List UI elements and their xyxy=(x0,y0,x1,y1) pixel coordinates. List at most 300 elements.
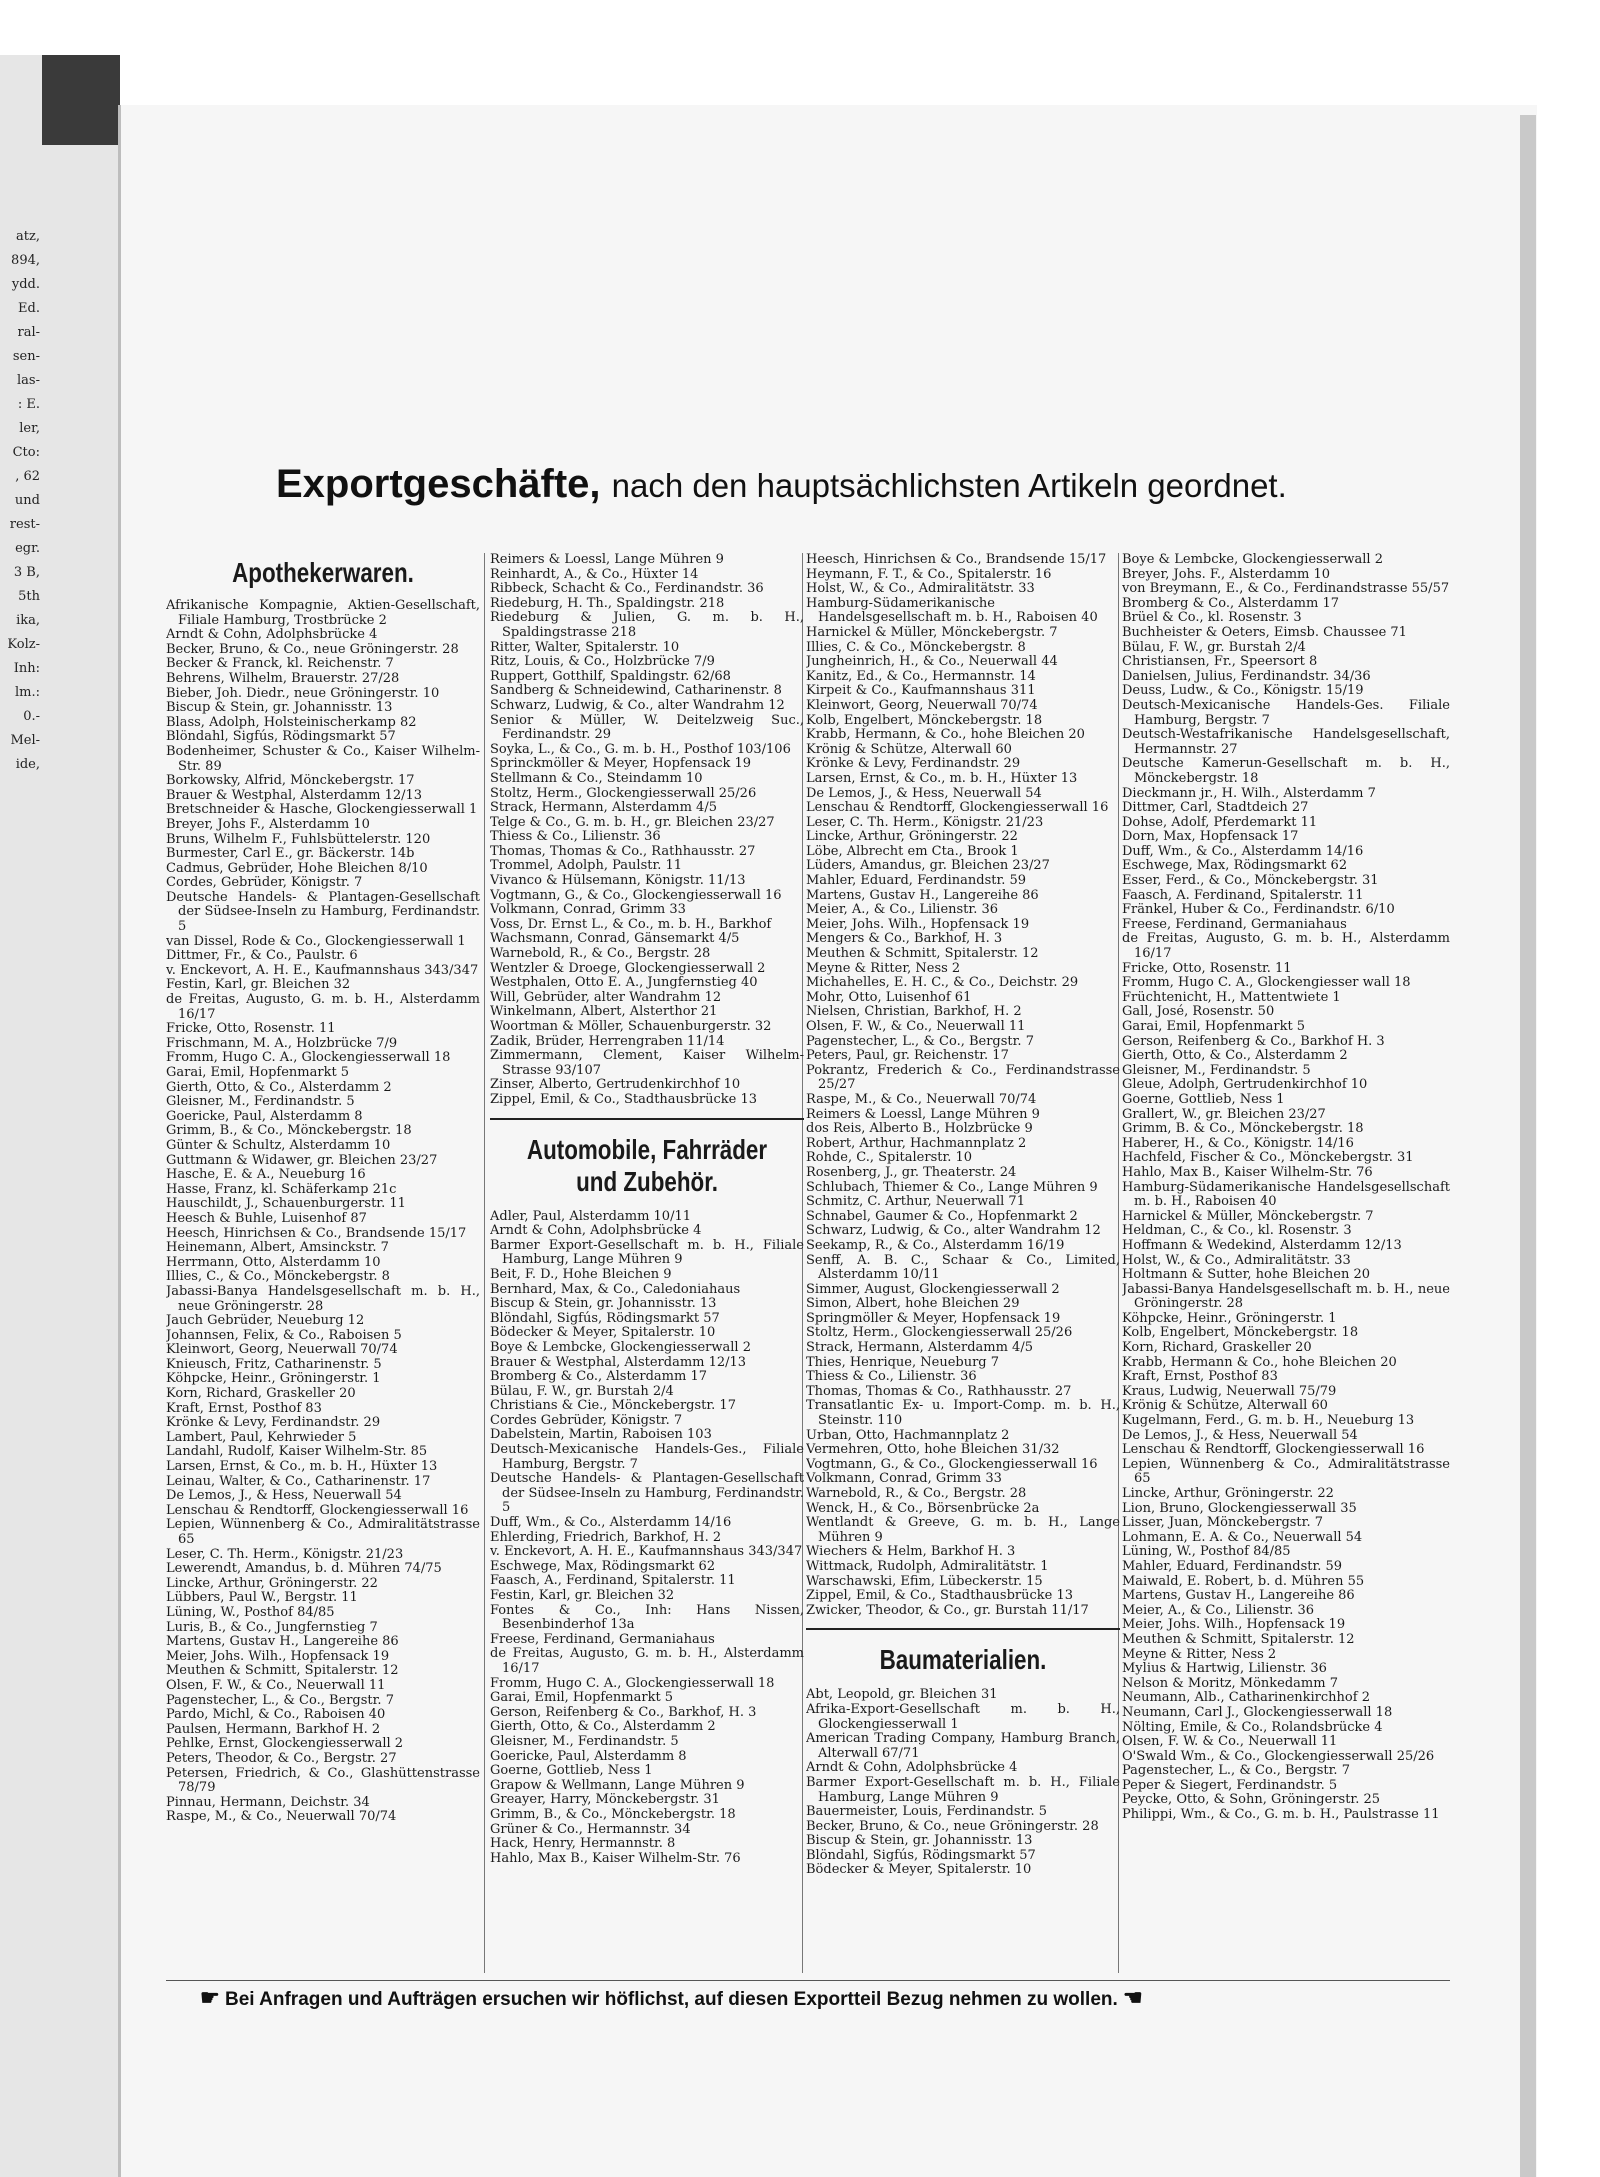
list-item: Becker & Franck, kl. Reichenstr. 7 xyxy=(166,656,394,672)
list-item: Martens, Gustav H., Langereihe 86 xyxy=(166,1634,399,1650)
list-item: Lenschau & Rendtorff, Glockengiesserwall 16 xyxy=(1122,1442,1425,1458)
list-item: De Lemos, J., & Hess, Neuerwall 54 xyxy=(166,1488,402,1504)
list-item: Pardo, Michl, & Co., Raboisen 40 xyxy=(166,1707,386,1723)
list-item: Frischmann, M. A., Holzbrücke 7/9 xyxy=(166,1035,398,1051)
list-item: Schmitz, C. Arthur, Neuerwall 71 xyxy=(806,1194,1025,1210)
list-item: Goerne, Gottlieb, Ness 1 xyxy=(490,1763,653,1779)
list-item: Pehlke, Ernst, Glockengiesserwall 2 xyxy=(166,1736,404,1752)
text-fragment: ral- xyxy=(17,325,40,340)
list-item: Lisser, Juan, Mönckebergstr. 7 xyxy=(1122,1515,1323,1531)
list-item: Gerson, Reifenberg & Co., Barkhof H. 3 xyxy=(1122,1033,1385,1049)
list-item: Thiess & Co., Lilienstr. 36 xyxy=(806,1369,977,1385)
previous-page-strip xyxy=(0,55,120,2177)
list-item: Reinhardt, A., & Co., Hüxter 14 xyxy=(490,566,699,582)
list-item: Meyne & Ritter, Ness 2 xyxy=(1122,1646,1277,1662)
previous-page-text-fragments xyxy=(0,225,40,777)
text-fragment: ide, xyxy=(15,757,40,772)
list-item: Martens, Gustav H., Langereihe 86 xyxy=(1122,1588,1355,1604)
list-item: Festin, Karl, gr. Bleichen 32 xyxy=(166,977,351,993)
list-item: Blöndahl, Sigfús, Rödingsmarkt 57 xyxy=(490,1310,720,1326)
binding-edge xyxy=(42,55,120,145)
list-item: Lenschau & Rendtorff, Glockengiesserwall 16 xyxy=(806,800,1109,816)
section-title-automobile xyxy=(521,1134,772,1198)
list-item: Arndt & Cohn, Adolphsbrücke 4 xyxy=(490,1223,702,1239)
list-item: Deutsche Handels- & Plantagen-Gesellschaft der Südsee-Inseln zu Hamburg, Ferdinandstr. 5 xyxy=(166,889,480,935)
section-divider xyxy=(806,1628,1120,1630)
list-item: Goericke, Paul, Alsterdamm 8 xyxy=(166,1108,363,1124)
list-item: Harnickel & Müller, Mönckebergstr. 7 xyxy=(806,624,1058,640)
section-title-line: und Zubehör. xyxy=(576,1165,718,1197)
list-item: Illies, C. & Co., Mönckebergstr. 8 xyxy=(806,639,1026,655)
list-item: Krönig & Schütze, Alterwall 60 xyxy=(806,741,1012,757)
list-item: Hahlo, Max B., Kaiser Wilhelm-Str. 76 xyxy=(490,1850,741,1866)
entry-list xyxy=(166,599,480,1825)
list-item: Früchtenicht, H., Mattentwiete 1 xyxy=(1122,989,1341,1005)
list-item: Blöndahl, Sigfús, Rödingsmarkt 57 xyxy=(166,729,396,745)
column-divider xyxy=(484,553,485,1973)
list-item: de Freitas, Augusto, G. m. b. H., Alsterdamm 16/17 xyxy=(1122,931,1450,962)
list-item: Lüning, W., Posthof 84/85 xyxy=(166,1604,335,1620)
list-item: Kolb, Engelbert, Mönckebergstr. 18 xyxy=(806,712,1043,728)
list-item: Wachsmann, Conrad, Gänsemarkt 4/5 xyxy=(490,931,740,947)
list-item: Knieusch, Fritz, Catharinenstr. 5 xyxy=(166,1356,382,1372)
list-item: Esser, Ferd., & Co., Mönckebergstr. 31 xyxy=(1122,873,1379,889)
pointing-hand-left-icon: ☚ xyxy=(1123,1985,1143,2010)
list-item: Blöndahl, Sigfús, Rödingsmarkt 57 xyxy=(806,1847,1036,1863)
list-item: Boye & Lembcke, Glockengiesserwall 2 xyxy=(490,1339,751,1355)
text-fragment: ika, xyxy=(16,613,40,628)
text-fragment: ler, xyxy=(19,421,40,436)
list-item: Zadik, Brüder, Herrengraben 11/14 xyxy=(490,1033,725,1049)
list-item: Robert, Arthur, Hachmannplatz 2 xyxy=(806,1135,1027,1151)
list-item: Thomas, Thomas & Co., Rathhausstr. 27 xyxy=(490,843,756,859)
list-item: Meier, Johs. Wilh., Hopfensack 19 xyxy=(1122,1617,1346,1633)
list-item: Bauermeister, Louis, Ferdinandstr. 5 xyxy=(806,1804,1048,1820)
list-item: Günter & Schultz, Alsterdamm 10 xyxy=(166,1137,391,1153)
list-item: Wentzler & Droege, Glockengiesserwall 2 xyxy=(490,960,766,976)
footer-note xyxy=(200,1985,1440,2011)
list-item: v. Enckevort, A. H. E., Kaufmannshaus 343/347 xyxy=(490,1544,803,1560)
list-item: Dohse, Adolf, Pferdemarkt 11 xyxy=(1122,814,1318,830)
list-item: Brauer & Westphal, Alsterdamm 12/13 xyxy=(490,1354,747,1370)
list-item: Stellmann & Co., Steindamm 10 xyxy=(490,770,703,786)
list-item: Johannsen, Felix, & Co., Raboisen 5 xyxy=(166,1327,402,1343)
list-item: Soyka, L., & Co., G. m. b. H., Posthof 103/106 xyxy=(490,741,791,757)
list-item: Lambert, Paul, Kehrwieder 5 xyxy=(166,1429,357,1445)
list-item: Ehlerding, Friedrich, Barkhof, H. 2 xyxy=(490,1529,722,1545)
list-item: Fricke, Otto, Rosenstr. 11 xyxy=(166,1021,336,1037)
list-item: Löbe, Albrecht em Cta., Brook 1 xyxy=(806,843,1019,859)
list-item: Brüel & Co., kl. Rosenstr. 3 xyxy=(1122,610,1302,626)
list-item: Barmer Export-Gesellschaft m. b. H., Filiale Hamburg, Lange Mühren 9 xyxy=(806,1774,1120,1805)
list-item: Zinser, Alberto, Gertrudenkirchhof 10 xyxy=(490,1077,741,1093)
list-item: Seekamp, R., & Co., Alsterdamm 16/19 xyxy=(806,1237,1065,1253)
list-item: Ruppert, Gotthilf, Spaldingstr. 62/68 xyxy=(490,668,731,684)
list-item: Wenck, H., & Co., Börsenbrücke 2a xyxy=(806,1500,1040,1516)
text-fragment: Kolz- xyxy=(7,637,40,652)
list-item: Gall, José, Rosenstr. 50 xyxy=(1122,1004,1275,1020)
text-fragment: rest- xyxy=(9,517,40,532)
list-item: Raspe, M., & Co., Neuerwall 70/74 xyxy=(166,1809,397,1825)
list-item: Will, Gebrüder, alter Wandrahm 12 xyxy=(490,989,722,1005)
list-item: Deutsche Handels- & Plantagen-Gesellschaft der Südsee-Inseln zu Hamburg, Ferdinandstr. 5 xyxy=(490,1471,804,1516)
list-item: Faasch, A., Ferdinand, Spitalerstr. 11 xyxy=(490,1573,736,1589)
list-item: Bodenheimer, Schuster & Co., Kaiser Wilhelm-Str. 89 xyxy=(166,743,480,774)
list-item: O'Swald Wm., & Co., Glockengiesserwall 25/26 xyxy=(1122,1748,1435,1764)
text-fragment: sen- xyxy=(12,349,40,364)
list-item: Gierth, Otto, & Co., Alsterdamm 2 xyxy=(490,1719,716,1735)
text-fragment: egr. xyxy=(15,541,40,556)
section-title-baumaterialien: Baumaterialien. xyxy=(879,1644,1047,1676)
list-item: Buchheister & Oeters, Eimsb. Chaussee 71 xyxy=(1122,624,1407,640)
section-divider xyxy=(490,1118,804,1120)
list-item: Pagenstecher, L., & Co., Bergstr. 7 xyxy=(1122,1763,1350,1779)
entry-list xyxy=(806,1688,1120,1878)
list-item: Krönke & Levy, Ferdinandstr. 29 xyxy=(166,1415,381,1431)
list-item: Gleisner, M., Ferdinandstr. 5 xyxy=(166,1094,355,1110)
list-item: Hauschildt, J., Schauenburgerstr. 11 xyxy=(166,1196,406,1212)
list-item: Wentlandt & Greeve, G. m. b. H., Lange Mühren 9 xyxy=(806,1515,1120,1545)
text-fragment: Mel- xyxy=(10,733,40,748)
list-item: Freese, Ferdinand, Germaniahaus xyxy=(490,1631,715,1647)
list-item: Hamburg-Südamerikanische Handelsgesellschaft m. b. H., Raboisen 40 xyxy=(1122,1179,1450,1210)
list-item: Haberer, H., & Co., Königstr. 14/16 xyxy=(1122,1135,1354,1151)
list-item: Bödecker & Meyer, Spitalerstr. 10 xyxy=(490,1325,716,1341)
list-item: Zimmermann, Clement, Kaiser Wilhelm-Strasse 93/107 xyxy=(490,1048,804,1078)
list-item: Hoffmann & Wedekind, Alsterdamm 12/13 xyxy=(1122,1237,1402,1253)
list-item: De Lemos, J., & Hess, Neuerwall 54 xyxy=(1122,1427,1358,1443)
list-item: Meier, Johs. Wilh., Hopfensack 19 xyxy=(166,1648,390,1664)
list-item: Senff, A. B. C., Schaar & Co., Limited, Alsterdamm 10/11 xyxy=(806,1252,1120,1283)
list-item: Nelson & Moritz, Mönkedamm 7 xyxy=(1122,1675,1338,1691)
list-item: Wittmack, Rudolph, Admiralitätstr. 1 xyxy=(806,1558,1049,1574)
section-title-apothekerwaren: Apothekerwaren. xyxy=(232,557,414,588)
list-item: Telge & Co., G. m. b. H., gr. Bleichen 23/27 xyxy=(490,814,775,830)
list-item: Bernhard, Max, & Co., Caledoniahaus xyxy=(490,1281,741,1297)
list-item: Peters, Paul, gr. Reichenstr. 17 xyxy=(806,1048,1009,1064)
pointing-hand-right-icon: ☛ xyxy=(200,1985,220,2010)
list-item: Cordes Gebrüder, Königstr. 7 xyxy=(490,1412,683,1428)
list-item: Pinnau, Hermann, Deichstr. 34 xyxy=(166,1794,370,1810)
list-item: Sprinckmöller & Meyer, Hopfensack 19 xyxy=(490,756,752,772)
list-item: Biscup & Stein, gr. Johannisstr. 13 xyxy=(806,1833,1033,1849)
list-item: Hasche, E. & A., Neueburg 16 xyxy=(166,1167,366,1183)
list-item: Arndt & Cohn, Adolphsbrücke 4 xyxy=(166,627,378,643)
list-item: Garai, Emil, Hopfenmarkt 5 xyxy=(490,1690,674,1706)
list-item: Zippel, Emil, & Co., Stadthausbrücke 13 xyxy=(806,1588,1074,1604)
list-item: Lincke, Arthur, Gröningerstr. 22 xyxy=(1122,1486,1334,1501)
text-fragment: , 62 xyxy=(15,469,40,484)
list-item: Mylius & Hartwig, Lilienstr. 36 xyxy=(1122,1661,1327,1677)
list-item: Bieber, Joh. Diedr., neue Gröningerstr. 10 xyxy=(166,685,440,701)
list-item: Köhpcke, Heinr., Gröningerstr. 1 xyxy=(166,1371,381,1387)
list-item: Greayer, Harry, Mönckebergstr. 31 xyxy=(490,1792,720,1808)
text-fragment: Ed. xyxy=(18,301,40,316)
list-item: Nielsen, Christian, Barkhof, H. 2 xyxy=(806,1004,1022,1020)
section-title-line: Automobile, Fahrräder xyxy=(526,1133,768,1165)
list-item: Dieckmann jr., H. Wilh., Alsterdamm 7 xyxy=(1122,785,1376,801)
list-item: Gleue, Adolph, Gertrudenkirchhof 10 xyxy=(1122,1077,1368,1093)
list-item: Grallert, W., gr. Bleichen 23/27 xyxy=(1122,1106,1326,1122)
list-item: Heesch & Buhle, Luisenhof 87 xyxy=(166,1210,367,1226)
list-item: Afrika-Export-Gesellschaft m. b. H., Glockengiesserwall 1 xyxy=(806,1701,1120,1732)
list-item: Fricke, Otto, Rosenstr. 11 xyxy=(1122,960,1292,976)
list-item: Olsen, F. W., & Co., Neuerwall 11 xyxy=(166,1677,386,1693)
list-item: Leinau, Walter, & Co., Catharinenstr. 17 xyxy=(166,1473,431,1489)
column-1 xyxy=(166,553,480,1978)
list-item: American Trading Company, Hamburg Branch, Alterwall 67/71 xyxy=(806,1731,1120,1761)
list-item: Holst, W., & Co., Admiralitätstr. 33 xyxy=(1122,1252,1351,1268)
list-item: Adler, Paul, Alsterdamm 10/11 xyxy=(490,1208,691,1224)
list-item: Duff, Wm., & Co., Alsterdamm 14/16 xyxy=(1122,843,1364,859)
list-item: Duff, Wm., & Co., Alsterdamm 14/16 xyxy=(490,1515,732,1531)
heading-rest: nach den hauptsächlichsten Artikeln geordnet. xyxy=(611,467,1287,504)
list-item: Stoltz, Herm., Glockengiesserwall 25/26 xyxy=(806,1325,1073,1341)
list-item: Heesch, Hinrichsen & Co., Brandsende 15/17 xyxy=(166,1225,467,1241)
list-item: Grüner & Co., Hermannstr. 34 xyxy=(490,1821,691,1837)
list-item: Pokrantz, Frederich & Co., Ferdinandstrasse 25/27 xyxy=(806,1062,1120,1093)
list-item: Westphalen, Otto E. A., Jungfernstieg 40 xyxy=(490,975,758,991)
list-item: Simon, Albert, hohe Bleichen 29 xyxy=(806,1296,1020,1312)
list-item: Hack, Henry, Hermannstr. 8 xyxy=(490,1836,676,1852)
list-item: Thies, Henrique, Neueburg 7 xyxy=(806,1354,1000,1370)
list-item: Ritter, Walter, Spitalerstr. 10 xyxy=(490,639,680,655)
list-item: Grimm, B. & Co., Mönckebergstr. 18 xyxy=(1122,1121,1364,1137)
list-item: Eschwege, Max, Rödingsmarkt 62 xyxy=(490,1558,716,1574)
list-item: Schwarz, Ludwig, & Co., alter Wandrahm 12 xyxy=(806,1223,1101,1239)
list-item: Becker, Bruno, & Co., neue Gröningerstr. 28 xyxy=(166,641,459,657)
list-item: Leser, C. Th. Herm., Königstr. 21/23 xyxy=(166,1546,404,1562)
list-item: Cordes, Gebrüder, Königstr. 7 xyxy=(166,875,363,891)
list-item: Grimm, B., & Co., Mönckebergstr. 18 xyxy=(490,1806,736,1822)
list-item: Biscup & Stein, gr. Johannisstr. 13 xyxy=(490,1296,717,1312)
list-item: Gleisner, M., Ferdinandstr. 5 xyxy=(490,1733,679,1749)
list-item: Landahl, Rudolf, Kaiser Wilhelm-Str. 85 xyxy=(166,1444,428,1460)
list-item: Peper & Siegert, Ferdinandstr. 5 xyxy=(1122,1777,1338,1793)
list-item: Larsen, Ernst, & Co., m. b. H., Hüxter 13 xyxy=(166,1459,438,1475)
list-item: Goericke, Paul, Alsterdamm 8 xyxy=(490,1748,687,1764)
list-item: Stoltz, Herm., Glockengiesserwall 25/26 xyxy=(490,785,757,801)
list-item: Vivanco & Hülsemann, Königstr. 11/13 xyxy=(490,873,746,889)
list-item: Strack, Hermann, Alsterdamm 4/5 xyxy=(806,1340,1033,1356)
list-item: Warschawski, Efim, Lübeckerstr. 15 xyxy=(806,1573,1043,1589)
list-item: Deutsch-Westafrikanische Handelsgesellschaft, Hermannstr. 27 xyxy=(1122,727,1450,757)
footer-rule xyxy=(166,1980,1450,1981)
list-item: Schnabel, Gaumer & Co., Hopfenmarkt 2 xyxy=(806,1208,1078,1224)
list-item: Lincke, Arthur, Gröningerstr. 22 xyxy=(166,1575,378,1591)
list-item: Heinemann, Albert, Amsinckstr. 7 xyxy=(166,1240,389,1256)
list-item: Hasse, Franz, kl. Schäferkamp 21c xyxy=(166,1181,397,1197)
entry-list xyxy=(1122,553,1450,1823)
list-item: Meuthen & Schmitt, Spitalerstr. 12 xyxy=(806,946,1039,962)
list-item: Trommel, Adolph, Paulstr. 11 xyxy=(490,858,683,874)
list-item: Fromm, Hugo C. A., Glockengiesserwall 18 xyxy=(490,1675,775,1691)
entry-list xyxy=(490,1210,804,1867)
list-item: Lepien, Wünnenberg & Co., Admiralitätstrasse 65 xyxy=(1122,1456,1450,1487)
list-item: van Dissel, Rode & Co., Glockengiesserwall 1 xyxy=(166,933,466,949)
list-item: Kugelmann, Ferd., G. m. b. H., Neueburg 13 xyxy=(1122,1413,1415,1429)
column-3 xyxy=(806,553,1120,1978)
list-item: Grimm, B., & Co., Mönckebergstr. 18 xyxy=(166,1123,412,1139)
list-item: Herrmann, Otto, Alsterdamm 10 xyxy=(166,1254,381,1270)
text-fragment: las- xyxy=(17,373,40,388)
list-item: Kleinwort, Georg, Neuerwall 70/74 xyxy=(806,697,1038,713)
list-item: Becker, Bruno, & Co., neue Gröningerstr. 28 xyxy=(806,1818,1099,1834)
list-item: Bromberg & Co., Alsterdamm 17 xyxy=(1122,595,1340,611)
text-fragment: Inh: xyxy=(13,661,40,676)
list-item: Senior & Müller, W. Deitelzweig Suc., Ferdinandstr. 29 xyxy=(490,712,804,743)
list-item: Paulsen, Hermann, Barkhof H. 2 xyxy=(166,1721,381,1737)
list-item: Afrikanische Kompagnie, Aktien-Gesellschaft, Filiale Hamburg, Trostbrücke 2 xyxy=(166,598,480,628)
list-item: Köhpcke, Heinr., Gröningerstr. 1 xyxy=(1122,1310,1337,1326)
text-fragment: 5th xyxy=(18,589,40,604)
list-item: Rohde, C., Spitalerstr. 10 xyxy=(806,1150,973,1166)
list-item: Krönig & Schütze, Alterwall 60 xyxy=(1122,1398,1328,1414)
list-item: Cadmus, Gebrüder, Hohe Bleichen 8/10 xyxy=(166,860,428,876)
list-item: dos Reis, Alberto B., Holzbrücke 9 xyxy=(806,1121,1033,1137)
list-item: Fromm, Hugo C. A., Glockengiesserwall 18 xyxy=(166,1050,451,1066)
list-item: Dabelstein, Martin, Raboisen 103 xyxy=(490,1427,712,1443)
list-item: Gierth, Otto, & Co., Alsterdamm 2 xyxy=(1122,1048,1348,1064)
list-item: Neumann, Alb., Catharinenkirchhof 2 xyxy=(1122,1690,1370,1706)
text-fragment: : E. xyxy=(17,397,40,412)
list-item: Schlubach, Thiemer & Co., Lange Mühren 9 xyxy=(806,1179,1098,1195)
list-item: de Freitas, Augusto, G. m. b. H., Alsterdamm 16/17 xyxy=(166,992,480,1022)
list-item: Lion, Bruno, Glockengiesserwall 35 xyxy=(1122,1500,1357,1516)
list-item: Fontes & Co., Inh: Hans Nissen, Besenbinderhof 13a xyxy=(490,1602,804,1633)
list-item: Meier, A., & Co., Lilienstr. 36 xyxy=(1122,1602,1314,1618)
list-item: Jabassi-Banya Handelsgesellschaft m. b. H., neue Gröningerstr. 28 xyxy=(166,1283,480,1314)
list-item: Transatlantic Ex- u. Import-Comp. m. b. H., Steinstr. 110 xyxy=(806,1398,1120,1429)
list-item: Jauch Gebrüder, Neueburg 12 xyxy=(166,1313,365,1329)
list-item: Mengers & Co., Barkhof, H. 3 xyxy=(806,931,1003,947)
list-item: Larsen, Ernst, & Co., m. b. H., Hüxter 13 xyxy=(806,770,1078,786)
list-item: De Lemos, J., & Hess, Neuerwall 54 xyxy=(806,785,1042,801)
text-fragment: Cto: xyxy=(12,445,40,460)
list-item: Borkowsky, Alfrid, Mönckebergstr. 17 xyxy=(166,773,415,789)
list-item: Gerson, Reifenberg & Co., Barkhof, H. 3 xyxy=(490,1704,757,1720)
list-item: Riedeburg & Julien, G. m. b. H., Spaldingstrasse 218 xyxy=(490,610,804,640)
list-item: Thiess & Co., Lilienstr. 36 xyxy=(490,829,661,845)
list-item: Mahler, Eduard, Ferdinandstr. 59 xyxy=(1122,1558,1343,1574)
list-item: Fromm, Hugo C. A., Glockengiesser wall 18 xyxy=(1122,975,1411,991)
list-item: Olsen, F. W., & Co., Neuerwall 11 xyxy=(806,1019,1026,1034)
footer-text: Bei Anfragen und Aufträgen ersuchen wir höflichst, auf diesen Exportteil Bezug nehmen zu wollen. xyxy=(225,1989,1118,2010)
list-item: Meuthen & Schmitt, Spitalerstr. 12 xyxy=(166,1663,399,1679)
list-item: Holtmann & Sutter, hohe Bleichen 20 xyxy=(1122,1267,1371,1283)
list-item: Bülau, F. W., gr. Burstah 2/4 xyxy=(1122,639,1306,655)
list-item: Lüning, W., Posthof 84/85 xyxy=(1122,1544,1291,1560)
list-item: Deutsch-Mexicanische Handels-Ges. Filiale Hamburg, Bergstr. 7 xyxy=(1122,697,1450,728)
list-item: Abt, Leopold, gr. Bleichen 31 xyxy=(806,1687,998,1703)
list-item: Lepien, Wünnenberg & Co., Admiralitätstrasse 65 xyxy=(166,1517,480,1547)
list-item: Kleinwort, Georg, Neuerwall 70/74 xyxy=(166,1342,398,1358)
list-item: Goerne, Gottlieb, Ness 1 xyxy=(1122,1091,1285,1107)
list-item: Schwarz, Ludwig, & Co., alter Wandrahm 12 xyxy=(490,697,785,713)
list-item: Danielsen, Julius, Ferdinandstr. 34/36 xyxy=(1122,668,1371,684)
list-item: Simmer, August, Glockengiesserwall 2 xyxy=(806,1281,1060,1297)
list-item: Dittmer, Carl, Stadtdeich 27 xyxy=(1122,800,1309,816)
list-item: Leser, C. Th. Herm., Königstr. 21/23 xyxy=(806,814,1044,830)
list-item: Riedeburg, H. Th., Spaldingstr. 218 xyxy=(490,595,725,611)
list-item: Heymann, F. T., & Co., Spitalerstr. 16 xyxy=(806,566,1052,582)
list-item: Faasch, A. Ferdinand, Spitalerstr. 11 xyxy=(1122,887,1364,903)
list-item: Reimers & Loessl, Lange Mühren 9 xyxy=(490,553,724,567)
list-item: v. Enckevort, A. H. E., Kaufmannshaus 343/347 xyxy=(166,962,479,978)
list-item: Jungheinrich, H., & Co., Neuerwall 44 xyxy=(806,654,1058,670)
list-item: Heesch, Hinrichsen & Co., Brandsende 15/17 xyxy=(806,553,1107,567)
list-item: Olsen, F. W. & Co., Neuerwall 11 xyxy=(1122,1734,1338,1750)
list-item: Bromberg & Co., Alsterdamm 17 xyxy=(490,1369,708,1385)
entry-list xyxy=(806,553,1120,1618)
list-item: Wiechers & Helm, Barkhof H. 3 xyxy=(806,1544,1016,1560)
list-item: Urban, Otto, Hachmannplatz 2 xyxy=(806,1427,1010,1443)
list-item: Peters, Theodor, & Co., Bergstr. 27 xyxy=(166,1750,397,1766)
list-item: Luris, B., & Co., Jungfernstieg 7 xyxy=(166,1619,378,1635)
list-item: Behrens, Wilhelm, Brauerstr. 27/28 xyxy=(166,670,400,686)
list-item: Gierth, Otto, & Co., Alsterdamm 2 xyxy=(166,1079,392,1095)
list-item: Lüders, Amandus, gr. Bleichen 23/27 xyxy=(806,858,1050,874)
list-item: Bruns, Wilhelm F., Fuhlsbüttelerstr. 120 xyxy=(166,831,431,847)
list-item: Jabassi-Banya Handelsgesellschaft m. b. H., neue Gröningerstr. 28 xyxy=(1122,1281,1450,1312)
list-item: Voss, Dr. Ernst L., & Co., m. b. H., Barkhof xyxy=(490,916,772,932)
list-item: Breyer, Johs. F., Alsterdamm 10 xyxy=(1122,566,1331,582)
list-item: Martens, Gustav H., Langereihe 86 xyxy=(806,887,1039,903)
page-heading xyxy=(276,462,1386,507)
list-item: Winkelmann, Albert, Alsterthor 21 xyxy=(490,1004,718,1020)
list-item: Woortman & Möller, Schauenburgerstr. 32 xyxy=(490,1019,772,1034)
list-item: Bülau, F. W., gr. Burstah 2/4 xyxy=(490,1383,674,1399)
entry-list xyxy=(490,553,804,1108)
list-item: Krabb, Hermann, & Co., hohe Bleichen 20 xyxy=(806,727,1085,743)
list-item: Korn, Richard, Graskeller 20 xyxy=(166,1386,356,1402)
list-item: Maiwald, E. Robert, b. d. Mühren 55 xyxy=(1122,1573,1365,1589)
list-item: Ribbeck, Schacht & Co., Ferdinandstr. 36 xyxy=(490,581,764,597)
list-item: Nölting, Emile, & Co., Rolandsbrücke 4 xyxy=(1122,1719,1383,1735)
list-item: Boye & Lembcke, Glockengiesserwall 2 xyxy=(1122,553,1383,567)
list-item: Krabb, Hermann & Co., hohe Bleichen 20 xyxy=(1122,1354,1397,1370)
text-fragment: lm.: xyxy=(15,685,40,700)
column-2 xyxy=(490,553,804,1978)
list-item: Holst, W., & Co., Admiralitätstr. 33 xyxy=(806,581,1035,597)
list-item: Rosenberg, J., gr. Theaterstr. 24 xyxy=(806,1164,1017,1180)
list-item: Strack, Hermann, Alsterdamm 4/5 xyxy=(490,800,717,816)
list-item: Meier, Johs. Wilh., Hopfensack 19 xyxy=(806,916,1030,932)
text-fragment: und xyxy=(14,493,40,508)
list-item: Lewerendt, Amandus, b. d. Mühren 74/75 xyxy=(166,1561,442,1577)
list-item: Breyer, Johs F., Alsterdamm 10 xyxy=(166,816,370,832)
list-item: Kraus, Ludwig, Neuerwall 75/79 xyxy=(1122,1383,1337,1399)
list-item: Hamburg-Südamerikanische Handelsgesellschaft m. b. H., Raboisen 40 xyxy=(806,595,1098,626)
list-item: de Freitas, Augusto, G. m. b. H., Alsterdamm 16/17 xyxy=(490,1646,804,1676)
list-item: Bretschneider & Hasche, Glockengiesserwall 1 xyxy=(166,802,478,818)
list-item: Lenschau & Rendtorff, Glockengiesserwall 16 xyxy=(166,1502,469,1518)
list-item: Petersen, Friedrich, & Co., Glashüttenstrasse 78/79 xyxy=(166,1765,480,1796)
list-item: Michahelles, E. H. C., & Co., Deichstr. 29 xyxy=(806,975,1079,991)
list-item: Lohmann, E. A. & Co., Neuerwall 54 xyxy=(1122,1529,1363,1545)
list-item: Lübbers, Paul W., Bergstr. 11 xyxy=(166,1590,358,1606)
list-item: Vogtmann, G., & Co., Glockengiesserwall 16 xyxy=(806,1456,1098,1472)
list-item: Eschwege, Max, Rödingsmarkt 62 xyxy=(1122,858,1348,874)
list-item: Meuthen & Schmitt, Spitalerstr. 12 xyxy=(1122,1631,1355,1647)
list-item: Garai, Emil, Hopfenmarkt 5 xyxy=(1122,1019,1306,1034)
list-item: Vogtmann, G., & Co., Glockengiesserwall 16 xyxy=(490,887,782,903)
list-item: Christiansen, Fr., Speersort 8 xyxy=(1122,654,1318,670)
heading-bold: Exportgeschäfte, xyxy=(276,462,601,506)
list-item: Volkmann, Conrad, Grimm 33 xyxy=(490,902,686,918)
list-item: Grapow & Wellmann, Lange Mühren 9 xyxy=(490,1777,745,1793)
list-item: Raspe, M., & Co., Neuerwall 70/74 xyxy=(806,1091,1037,1107)
